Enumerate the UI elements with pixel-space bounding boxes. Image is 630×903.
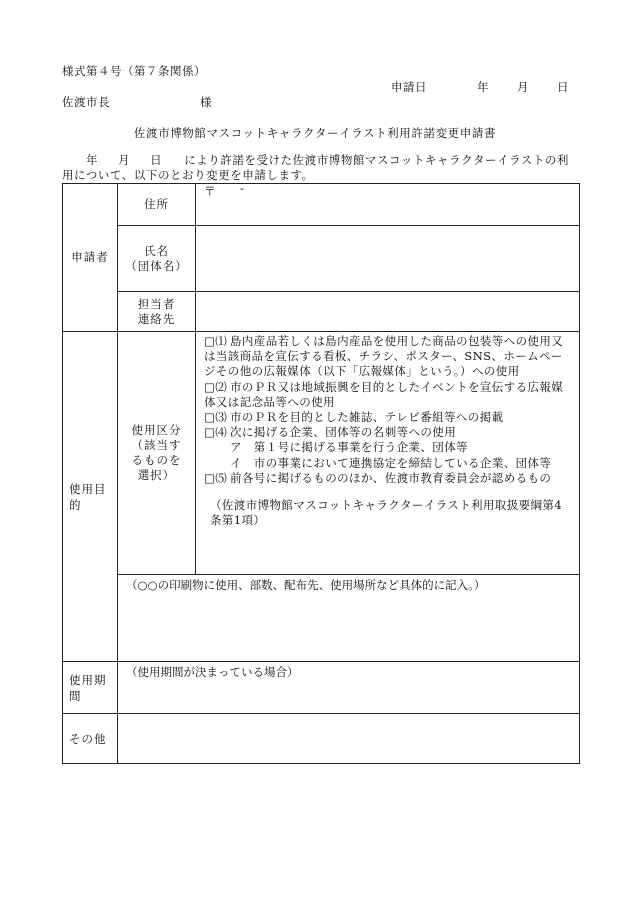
- contact-label-line2: 連絡先: [137, 311, 176, 326]
- name-label: [118, 226, 196, 292]
- option-5-checkbox[interactable]: □⑸: [204, 470, 228, 485]
- contact-field[interactable]: [196, 292, 580, 332]
- option-4b-text: イ 市の事業において連携協定を締結している企業、団体等: [230, 455, 552, 470]
- period-note: （使用期間が決まっている場合）: [126, 665, 299, 679]
- purpose-section-label: 使用目的: [63, 332, 118, 662]
- option-3[interactable]: [204, 410, 573, 425]
- intro-text: により許諾を受けた佐渡市博物館マスコットキャラクターイラストの利用について、以下のとおり変更を申請します。: [62, 153, 569, 182]
- option-3-text: 市のＰＲを目的とした雑誌、テレビ番組等への掲載: [230, 410, 504, 425]
- option-1-checkbox[interactable]: □⑴: [204, 334, 228, 348]
- address-field[interactable]: [196, 181, 580, 226]
- purpose-detail-note: （○○の印刷物に使用、部数、配布先、使用場所など具体的に記入。）: [126, 578, 486, 592]
- postal-dash: -: [240, 181, 244, 195]
- name-label-line2: （団体名）: [125, 258, 188, 273]
- application-form-table: [62, 183, 580, 764]
- option-2[interactable]: [204, 380, 573, 410]
- category-label: [118, 332, 196, 575]
- option-4-text: 次に掲げる企業、団体等の名刺等への使用: [230, 425, 457, 440]
- addressee: [62, 94, 212, 110]
- option-4-checkbox[interactable]: □⑷: [204, 425, 228, 440]
- period-label: 使用期間: [63, 662, 118, 714]
- option-1-text: 島内産品若しくは島内産品を使用した商品の包装等への使用又は当該商品を宣伝する看板、チラシ、ポスター、SNS、ホームページその他の広報媒体（以下「広報媒体」という。）への使用: [204, 334, 564, 379]
- addressee-honorific: 様: [200, 95, 212, 109]
- option-4b: [204, 456, 573, 471]
- date-month-label: 月: [517, 80, 529, 94]
- category-label-line4: 選択）: [137, 468, 176, 482]
- category-label-line2: （該当す: [131, 438, 182, 452]
- contact-row: [63, 292, 580, 332]
- document-title: 佐渡市博物館マスコットキャラクターイラスト利用許諾変更申請書: [133, 126, 497, 140]
- intro-month: 月: [118, 153, 131, 167]
- other-field[interactable]: [118, 714, 580, 764]
- period-field[interactable]: [118, 662, 580, 714]
- purpose-detail-row: [63, 575, 580, 662]
- intro-paragraph: [62, 153, 580, 183]
- period-row: [63, 662, 580, 714]
- option-4a: [204, 440, 573, 455]
- option-4[interactable]: [204, 425, 573, 440]
- option-5[interactable]: [204, 471, 573, 486]
- contact-label: [118, 292, 196, 332]
- address-row: [63, 184, 580, 226]
- addressee-name: 佐渡市長: [62, 95, 110, 109]
- purpose-options-row: [63, 332, 580, 575]
- intro-year: 年: [86, 153, 99, 167]
- option-2-checkbox[interactable]: □⑵: [204, 379, 228, 394]
- contact-label-line1: 担当者: [137, 296, 176, 311]
- option-2-text: 市のＰＲ又は地域振興を目的としたイベントを宣伝する広報媒体又は記念品等への使用: [204, 379, 564, 409]
- date-day-label: 日: [557, 80, 569, 94]
- other-label: その他: [63, 714, 118, 764]
- usage-options: [196, 332, 580, 575]
- reference-note: （佐渡市博物館マスコットキャラクターイラスト利用取扱要綱第4条第1項）: [210, 498, 563, 528]
- option-3-checkbox[interactable]: □⑶: [204, 410, 228, 425]
- applicant-section-label: 申請者: [63, 184, 118, 332]
- date-label: 申請日: [391, 80, 427, 94]
- application-date: [391, 79, 569, 95]
- name-label-line1: 氏名: [144, 243, 169, 258]
- address-label: 住所: [118, 184, 196, 226]
- name-field[interactable]: [196, 226, 580, 292]
- other-row: [63, 714, 580, 764]
- category-label-line3: るものを: [131, 453, 182, 467]
- postal-mark: 〒: [204, 184, 216, 198]
- option-4a-text: ア 第１号に掲げる事業を行う企業、団体等: [230, 440, 468, 455]
- date-year-label: 年: [477, 80, 489, 94]
- form-number: 様式第４号（第７条関係）: [62, 64, 206, 78]
- name-row: [63, 226, 580, 292]
- purpose-detail-field[interactable]: [118, 575, 580, 662]
- option-1[interactable]: [204, 334, 573, 380]
- category-label-line1: 使用区分: [131, 423, 182, 437]
- option-5-text: 前各号に掲げるもののほか、佐渡市教育委員会が認めるもの: [230, 470, 552, 485]
- intro-day: 日: [150, 153, 163, 167]
